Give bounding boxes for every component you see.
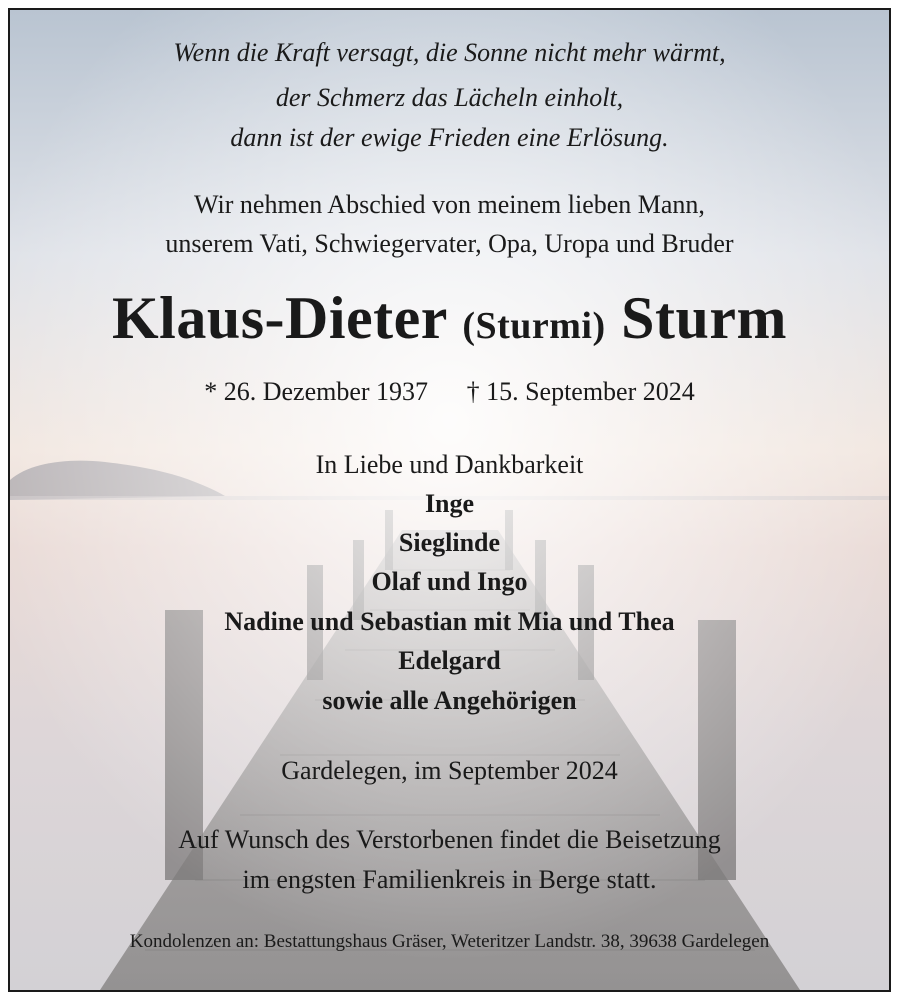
death-date: † 15. September 2024 [466,377,695,406]
mourner-4: Nadine und Sebastian mit Mia und Thea [224,607,675,636]
mourner-5: Edelgard [398,646,501,675]
poem-line-1: Wenn die Kraft versagt, die Sonne nicht mehr wärmt, [173,38,726,67]
deceased-name [10,284,889,353]
life-dates [10,377,889,407]
mourner-1: Inge [424,489,475,518]
intro-line-2: unserem Vati, Schwiegervater, Opa, Uropa und Bruder [165,229,734,258]
birth-date: * 26. Dezember 1937 [204,377,429,406]
mourners-intro: In Liebe und Dankbarkeit [315,450,584,479]
obituary-notice [8,8,891,992]
mourner-3: Olaf und Ingo [371,567,528,596]
deceased-last-name: Sturm [621,285,787,351]
notice-text [10,10,889,990]
deceased-nickname: (Sturmi) [462,305,606,347]
poem-line-3: dann ist der ewige Frieden eine Erlösung. [230,123,669,152]
mourner-2: Sieglinde [398,528,501,557]
poem-line-2: der Schmerz das Lächeln einholt, [275,83,624,112]
mourner-6: sowie alle Angehörigen [322,686,577,715]
burial-line-1: Auf Wunsch des Verstorbenen findet die Beisetzung [178,825,721,854]
intro-line-1: Wir nehmen Abschied von meinem lieben Mann, [194,190,705,219]
condolences-address: Kondolenzen an: Bestattungshaus Gräser, Weteritzer Landstr. 38, 39638 Gardelegen [129,931,770,952]
place-date: Gardelegen, im September 2024 [281,756,618,785]
deceased-first-name: Klaus-Dieter [112,285,447,351]
burial-line-2: im engsten Familienkreis in Berge statt. [242,865,657,894]
